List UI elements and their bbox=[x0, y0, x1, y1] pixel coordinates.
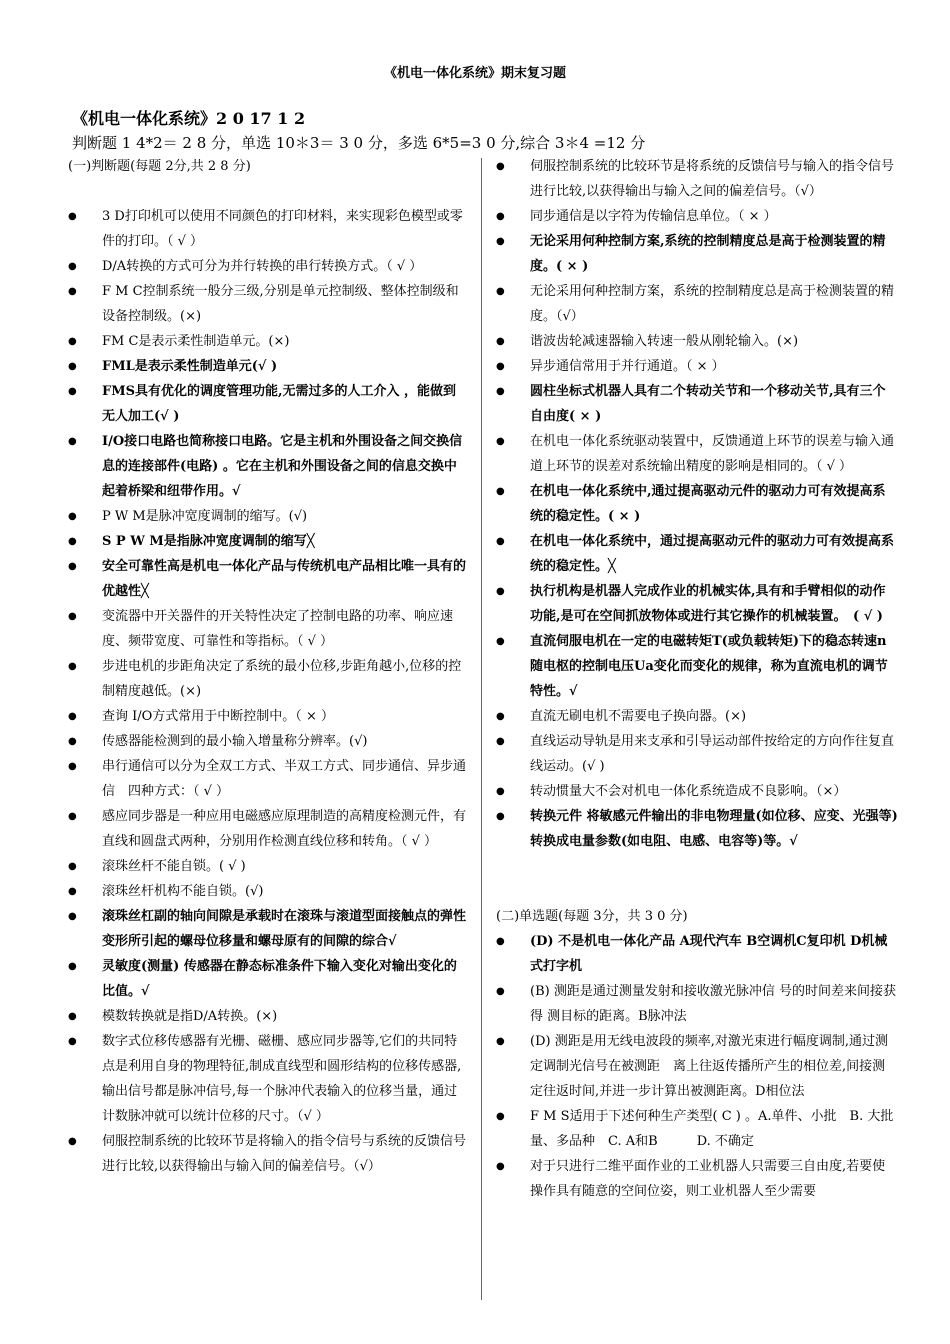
list-item-text: 安全可靠性高是机电一体化产品与传统机电产品相比唯一具有的优越性╳ bbox=[102, 559, 467, 599]
list-item bbox=[494, 929, 898, 979]
bullet-icon: ● bbox=[68, 1011, 77, 1022]
list-item bbox=[494, 579, 898, 629]
list-item-text: 传感器能检测到的最小输入增量称分辨率。(√) bbox=[102, 734, 368, 749]
list-item bbox=[66, 1129, 468, 1179]
bullet-icon: ● bbox=[496, 486, 505, 497]
list-item bbox=[494, 229, 898, 279]
list-item-text: 伺服控制系统的比较环节是将系统的反馈信号与输入的指令信号进行比较,以获得输出与输入之间的偏差信号。（√） bbox=[530, 159, 895, 199]
list-item bbox=[66, 904, 468, 954]
list-item bbox=[66, 329, 468, 354]
single-choice-list bbox=[494, 929, 898, 1204]
list-item-text: 对于只进行二维平面作业的工业机器人只需要三自由度,若要使操作具有随意的空间位姿，则工业机器人至少需要 bbox=[530, 1159, 886, 1199]
list-item-text: (D) 不是机电一体化产品 A现代汽车 B空调机C复印机 D机械式打字机 bbox=[530, 934, 888, 974]
list-item bbox=[66, 504, 468, 529]
bullet-icon: ● bbox=[496, 711, 505, 722]
list-item-text: FM C是表示柔性制造单元。(×) bbox=[102, 334, 290, 349]
exam-header: 《机电一体化系统》2 0 17 1 2 bbox=[72, 109, 306, 128]
list-item-text: 步进电机的步距角决定了系统的最小位移,步距角越小,位移的控制精度越低。(×) bbox=[102, 659, 462, 699]
list-item bbox=[66, 879, 468, 904]
list-item-text: 执行机构是机器人完成作业的机械实体,具有和手臂相似的动作功能,是可在空间抓放物体或进行其它操作的机械装置。 ( √ ) bbox=[530, 584, 886, 624]
list-item bbox=[66, 204, 468, 254]
bullet-icon: ● bbox=[496, 336, 505, 347]
list-item-text: 查询 I/O方式常用于中断控制中。（ × ） bbox=[102, 709, 334, 724]
true-false-list bbox=[66, 204, 468, 1179]
list-item bbox=[494, 204, 898, 229]
list-item-text: 直流伺服电机在一定的电磁转矩T(或负载转矩)下的稳态转速n随电枢的控制电压Ua变化而变化的规律，称为直流电机的调节特性。√ bbox=[530, 634, 888, 699]
bullet-icon: ● bbox=[496, 936, 505, 947]
list-item bbox=[66, 1029, 468, 1129]
list-item bbox=[494, 479, 898, 529]
list-item-text: 异步通信常用于并行通道。（ × ） bbox=[530, 359, 725, 374]
right-column bbox=[494, 154, 898, 1204]
list-item-text: 圆柱坐标式机器人具有二个转动关节和一个移动关节,具有三个自由度( × ) bbox=[530, 384, 886, 424]
list-item bbox=[494, 154, 898, 204]
bullet-icon: ● bbox=[496, 1161, 505, 1172]
score-breakdown: 判断题 1 4*2＝ 2 8 分，单选 10＊3＝ 3 0 分，多选 6*5=3 0 分,综合 3＊4 =12 分 bbox=[72, 134, 646, 152]
list-item-text: 在机电一体化系统中,通过提高驱动元件的驱动力可有效提高系统的稳定性。( × ) bbox=[530, 484, 886, 524]
blank-line bbox=[66, 179, 468, 204]
list-item bbox=[494, 629, 898, 704]
true-false-list-continued bbox=[494, 154, 898, 854]
list-item bbox=[494, 1154, 898, 1204]
list-item-text: 直线运动导轨是用来支承和引导运动部件按给定的方向作往复直线运动。(√ ) bbox=[530, 734, 895, 774]
bullet-icon: ● bbox=[496, 161, 505, 172]
list-item-text: 无论采用何种控制方案,系统的控制精度总是高于检测装置的精度。( × ) bbox=[530, 234, 886, 274]
list-item-text: 无论采用何种控制方案，系统的控制精度总是高于检测装置的精度。（√） bbox=[530, 284, 895, 324]
list-item bbox=[66, 1004, 468, 1029]
list-item-text: I/O接口电路也简称接口电路。它是主机和外围设备之间交换信息的连接部件(电路) 。它在主机和外围设备之间的信息交换中起着桥梁和纽带作用。√ bbox=[102, 434, 463, 499]
list-item-text: P W M是脉冲宽度调制的缩写。(√) bbox=[102, 509, 308, 524]
bullet-icon: ● bbox=[496, 786, 505, 797]
list-item-text: 灵敏度(测量) 传感器在静态标准条件下输入变化对输出变化的比值。√ bbox=[102, 959, 457, 999]
bullet-icon: ● bbox=[496, 736, 505, 747]
bullet-icon: ● bbox=[68, 911, 77, 922]
document-title: 《机电一体化系统》期末复习题 bbox=[383, 66, 566, 81]
bullet-icon: ● bbox=[68, 511, 77, 522]
list-item bbox=[494, 429, 898, 479]
bullet-icon: ● bbox=[496, 211, 505, 222]
list-item-text: 变流器中开关器件的开关特性决定了控制电路的功率、响应速度、频带宽度、可靠性和等指标。（ √ ） bbox=[102, 609, 454, 649]
list-item bbox=[494, 1104, 898, 1154]
bullet-icon: ● bbox=[68, 386, 77, 397]
list-item bbox=[66, 254, 468, 279]
list-item bbox=[494, 729, 898, 779]
bullet-icon: ● bbox=[68, 961, 77, 972]
list-item-text: 3 D打印机可以使用不同颜色的打印材料，来实现彩色模型或零件的打印。（ √ ） bbox=[102, 209, 463, 249]
bullet-icon: ● bbox=[68, 436, 77, 447]
list-item-text: S P W M是指脉冲宽度调制的缩写╳ bbox=[102, 534, 315, 549]
list-item bbox=[66, 804, 468, 854]
bullet-icon: ● bbox=[68, 1036, 77, 1047]
bullet-icon: ● bbox=[68, 1136, 77, 1147]
bullet-icon: ● bbox=[68, 886, 77, 897]
list-item-text: 串行通信可以分为全双工方式、半双工方式、同步通信、异步通信 四种方式：（ √ ） bbox=[102, 759, 467, 799]
bullet-icon: ● bbox=[68, 736, 77, 747]
bullet-icon: ● bbox=[496, 536, 505, 547]
list-item bbox=[66, 429, 468, 504]
bullet-icon: ● bbox=[496, 1036, 505, 1047]
bullet-icon: ● bbox=[68, 336, 77, 347]
list-item-text: 在机电一体化系统中，通过提高驱动元件的驱动力可有效提高系统的稳定性。╳ bbox=[530, 534, 895, 574]
list-item bbox=[494, 779, 898, 804]
list-item-text: (D) 测距是用无线电波段的频率,对激光束进行幅度调制,通过测定调制光信号在被测距 离上往返传播所产生的相位差,间接测定往返时间,并进一步计算出被测距离。D相位法 bbox=[530, 1034, 888, 1099]
list-item bbox=[494, 704, 898, 729]
bullet-icon: ● bbox=[496, 361, 505, 372]
list-item-text: 感应同步器是一种应用电磁感应原理制造的高精度检测元件，有直线和圆盘式两种，分别用作检测直线位移和转角。（ √ ） bbox=[102, 809, 467, 849]
list-item-text: 转换元件 将敏感元件输出的非电物理量(如位移、应变、光强等)转换成电量参数(如电阻、电感、电容等)等。√ bbox=[530, 809, 898, 849]
section-title-true-false: (一)判断题(每题 2分,共 2 8 分) bbox=[68, 159, 251, 174]
list-item bbox=[66, 754, 468, 804]
list-item bbox=[66, 954, 468, 1004]
bullet-icon: ● bbox=[496, 386, 505, 397]
bullet-icon: ● bbox=[68, 611, 77, 622]
list-item bbox=[494, 979, 898, 1029]
list-item-text: (B) 测距是通过测量发射和接收激光脉冲信 号的时间差来间接获得 测目标的距离。B脉冲法 bbox=[530, 984, 896, 1024]
bullet-icon: ● bbox=[68, 536, 77, 547]
list-item-text: 同步通信是以字符为传输信息单位。（ × ） bbox=[530, 209, 777, 224]
list-item bbox=[66, 279, 468, 329]
bullet-icon: ● bbox=[496, 1111, 505, 1122]
bullet-icon: ● bbox=[68, 761, 77, 772]
list-item-text: 数字式位移传感器有光栅、磁栅、感应同步器等,它们的共同特点是利用自身的物理特征,制成直线型和圆形结构的位移传感器,输出信号都是脉冲信号,每一个脉冲代表输入的位移当量，通过计数脉冲就可以统计位移的尺寸。（√ ） bbox=[102, 1034, 462, 1124]
list-item bbox=[494, 379, 898, 429]
list-item bbox=[66, 854, 468, 879]
bullet-icon: ● bbox=[496, 636, 505, 647]
list-item-text: D/A转换的方式可分为并行转换的串行转换方式。（ √ ） bbox=[102, 259, 423, 274]
list-item-text: 转动惯量大不会对机电一体化系统造成不良影响。（×） bbox=[530, 784, 847, 799]
list-item bbox=[494, 804, 898, 854]
bullet-icon: ● bbox=[68, 861, 77, 872]
list-item bbox=[66, 729, 468, 754]
blank-line bbox=[494, 854, 898, 904]
list-item-text: 模数转换就是指D/A转换。(×) bbox=[102, 1009, 278, 1024]
bullet-icon: ● bbox=[68, 561, 77, 572]
bullet-icon: ● bbox=[68, 211, 77, 222]
bullet-icon: ● bbox=[496, 986, 505, 997]
list-item-text: 滚珠丝杠副的轴向间隙是承载时在滚珠与滚道型面接触点的弹性变形所引起的螺母位移量和螺母原有的间隙的综合√ bbox=[102, 909, 467, 949]
list-item bbox=[494, 1029, 898, 1104]
list-item-text: FMS具有优化的调度管理功能,无需过多的人工介入 ，能做到无人加工(√ ) bbox=[102, 384, 457, 424]
left-column bbox=[66, 154, 468, 1179]
list-item-text: 在机电一体化系统驱动装置中，反馈通道上环节的误差与输入通道上环节的误差对系统输出精度的影响是相同的。（ √ ） bbox=[530, 434, 895, 474]
list-item-text: F M C控制系统一般分三级,分别是单元控制级、整体控制级和设备控制级。(×) bbox=[102, 284, 459, 324]
list-item-text: F M S适用于下述何种生产类型( C ) 。A.单件、小批 B. 大批量、多品种 C. A和B D. 不确定 bbox=[530, 1109, 894, 1149]
bullet-icon: ● bbox=[496, 286, 505, 297]
list-item bbox=[66, 704, 468, 729]
list-item-text: 谐波齿轮减速器输入转速一般从刚轮输入。(×) bbox=[530, 334, 799, 349]
bullet-icon: ● bbox=[68, 261, 77, 272]
bullet-icon: ● bbox=[496, 236, 505, 247]
bullet-icon: ● bbox=[68, 661, 77, 672]
list-item bbox=[494, 529, 898, 579]
list-item bbox=[494, 354, 898, 379]
list-item bbox=[66, 379, 468, 429]
list-item bbox=[494, 329, 898, 354]
bullet-icon: ● bbox=[68, 286, 77, 297]
list-item-text: 伺服控制系统的比较环节是将输入的指令信号与系统的反馈信号进行比较,以获得输出与输入间的偏差信号。（√） bbox=[102, 1134, 467, 1174]
list-item-text: FML是表示柔性制造单元(√ ) bbox=[102, 359, 278, 374]
list-item bbox=[66, 604, 468, 654]
list-item bbox=[66, 554, 468, 604]
bullet-icon: ● bbox=[68, 361, 77, 372]
bullet-icon: ● bbox=[68, 811, 77, 822]
list-item-text: 滚珠丝杆不能自锁。( √ ) bbox=[102, 859, 246, 874]
list-item bbox=[494, 279, 898, 329]
column-divider bbox=[481, 158, 482, 1300]
bullet-icon: ● bbox=[68, 711, 77, 722]
list-item-text: 直流无刷电机不需要电子换向器。(×) bbox=[530, 709, 747, 724]
bullet-icon: ● bbox=[496, 586, 505, 597]
section-title-single-choice: (二)单选题(每题 3分，共 3 0 分) bbox=[496, 909, 688, 924]
list-item bbox=[66, 354, 468, 379]
list-item-text: 滚珠丝杆机构不能自锁。(√) bbox=[102, 884, 264, 899]
bullet-icon: ● bbox=[496, 811, 505, 822]
bullet-icon: ● bbox=[496, 436, 505, 447]
list-item bbox=[66, 529, 468, 554]
list-item bbox=[66, 654, 468, 704]
